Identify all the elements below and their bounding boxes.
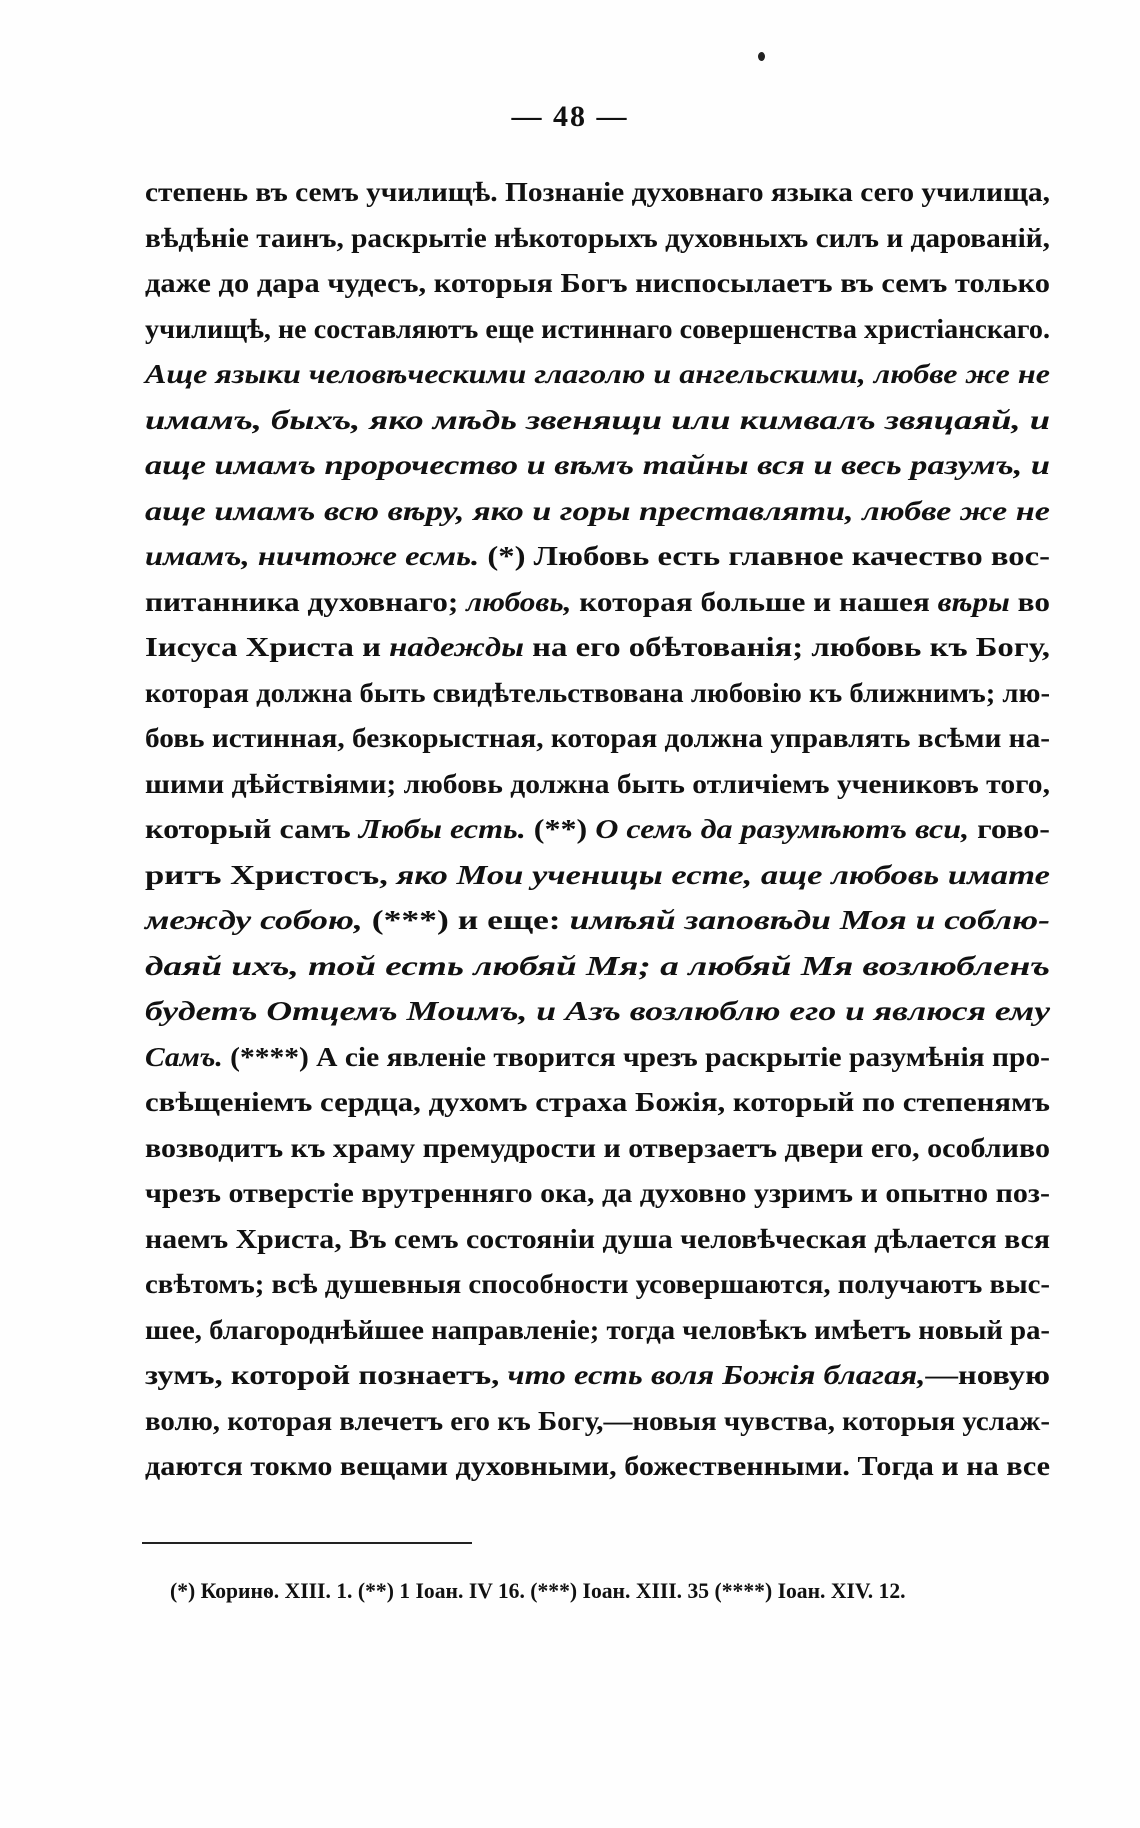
italic-run: Любы есть.: [358, 814, 526, 844]
text-line: [145, 625, 1050, 671]
text-line: [145, 898, 1050, 944]
text-run: свѣщеніемъ сердца, духомъ страха Божія, который по степенямъ: [145, 1087, 1050, 1117]
text-run: которая больше и нашея: [571, 586, 938, 617]
text-run: (****) А сіе явленіе творится чрезъ раскрытіе разумѣнія про-: [222, 1041, 1050, 1072]
text-line: [145, 853, 1050, 899]
ink-speck: [758, 52, 765, 61]
text-line: [145, 1171, 1050, 1217]
text-line: [145, 398, 1050, 444]
body-text: [145, 170, 1050, 1490]
text-line: [145, 716, 1050, 762]
text-run: гово-: [969, 814, 1050, 844]
text-line: [145, 489, 1050, 535]
text-run: свѣтомъ; всѣ душевныя способности усовершаются, получаютъ выс-: [145, 1269, 1050, 1299]
text-run: (*) Любовь есть главное качество вос-: [479, 541, 1050, 571]
text-run: училищѣ, не составляютъ еще истиннаго совершенства христіанскаго.: [145, 313, 1050, 344]
text-run: зумъ, которой познаетъ,: [145, 1360, 508, 1390]
italic-run: имамъ, быхъ, яко мѣдь звенящи или кимвалъ звяцаяй, и: [145, 404, 1050, 435]
text-line: [145, 1217, 1050, 1263]
text-run: даже до дара чудесъ, которыя Богъ ниспосылаетъ въ семъ только: [145, 268, 1050, 298]
italic-run: будетъ Отцемъ Моимъ, и Азъ возлюблю его и явлюся ему: [145, 996, 1050, 1026]
text-run: который самъ: [145, 814, 359, 844]
italic-run: Самъ.: [145, 1041, 223, 1072]
text-line: [145, 352, 1050, 398]
text-line: [145, 944, 1050, 990]
text-run: —новую: [925, 1360, 1050, 1390]
text-run: (**): [525, 814, 596, 844]
text-run: на его обѣтованія; любовь къ Богу,: [523, 632, 1050, 662]
text-line: [145, 1444, 1050, 1490]
text-run: степень въ семъ училищѣ. Познаніе духовнаго языка сего училища,: [145, 177, 1050, 207]
italic-run: даяй ихъ, той есть любяй Мя; а любяй Мя возлюбленъ: [145, 950, 1050, 981]
text-line: [145, 1035, 1050, 1081]
italic-run: вѣры: [937, 586, 1010, 617]
text-run: бовь истинная, безкорыстная, которая должна управлять всѣми на-: [145, 723, 1050, 753]
text-run: шими дѣйствіями; любовь должна быть отличіемъ учениковъ того,: [145, 768, 1050, 799]
text-run: (***) и еще:: [362, 905, 570, 935]
italic-run: аще имамъ пророчество и вѣмъ тайны вся и весь разумъ, и: [145, 450, 1050, 480]
text-line: [145, 671, 1050, 717]
text-run: шее, благороднѣйшее направленіе; тогда человѣкъ имѣетъ новый ра-: [145, 1314, 1050, 1345]
text-run: даются токмо вещами духовными, божественными. Тогда и на все: [145, 1451, 1050, 1481]
text-line: [145, 1126, 1050, 1172]
text-line: [145, 170, 1050, 216]
text-line: [145, 762, 1050, 808]
text-line: [145, 1308, 1050, 1354]
text-line: [145, 1399, 1050, 1445]
text-line: [145, 261, 1050, 307]
text-run: возводитъ къ храму премудрости и отверзаетъ двери его, особливо: [145, 1132, 1050, 1163]
text-run: чрезъ отверстіе врутренняго ока, да духовно узримъ и опытно поз-: [145, 1178, 1050, 1208]
italic-run: между собою,: [145, 905, 363, 935]
text-line: [145, 1262, 1050, 1308]
text-run: питанника духовнаго;: [145, 586, 467, 617]
italic-run: что есть воля Божія благая,: [507, 1360, 926, 1390]
text-run: во: [1009, 586, 1050, 617]
text-run: которая должна быть свидѣтельствована любовію къ ближнимъ; лю-: [145, 677, 1050, 708]
text-line: [145, 1080, 1050, 1126]
italic-run: Аще языки человѣческими глаголю и ангельскими, любве же не: [145, 359, 1050, 389]
text-run: вѣдѣніе таинъ, раскрытіе нѣкоторыхъ духовныхъ силъ и дарованій,: [145, 222, 1050, 253]
text-line: [145, 580, 1050, 626]
text-run: волю, которая влечетъ его къ Богу,—новыя чувства, которыя услаж-: [145, 1405, 1050, 1436]
text-line: [145, 307, 1050, 353]
text-run: ритъ Христосъ,: [145, 859, 397, 890]
italic-run: О семъ да разумѣютъ вси,: [595, 814, 970, 844]
italic-run: любовь,: [466, 586, 572, 617]
italic-run: аще имамъ всю вѣру, яко и горы преставляти, любве же не: [145, 495, 1050, 526]
footnotes: (*) Коринѳ. XIII. 1. (**) 1 Іоан. IV 16. (***) Іоан. XIII. 35 (****) Іоан. XIV. 12.: [170, 1578, 906, 1603]
page-number: — 48 —: [511, 100, 629, 133]
italic-run: имѣяй заповѣди Моя и соблю-: [569, 905, 1050, 935]
text-line: [145, 216, 1050, 262]
text-line: [145, 534, 1050, 580]
text-run: Іисуса Христа и: [145, 632, 390, 662]
text-line: [145, 443, 1050, 489]
text-line: [145, 1353, 1050, 1399]
italic-run: яко Мои ученицы есте, аще любовь имате: [396, 859, 1050, 890]
text-line: [145, 807, 1050, 853]
footnote-rule: [142, 1542, 472, 1544]
italic-run: имамъ, ничтоже есмь.: [145, 541, 480, 571]
italic-run: надежды: [389, 632, 524, 662]
text-run: наемъ Христа, Въ семъ состояніи душа человѣческая дѣлается вся: [145, 1223, 1050, 1254]
text-line: [145, 989, 1050, 1035]
